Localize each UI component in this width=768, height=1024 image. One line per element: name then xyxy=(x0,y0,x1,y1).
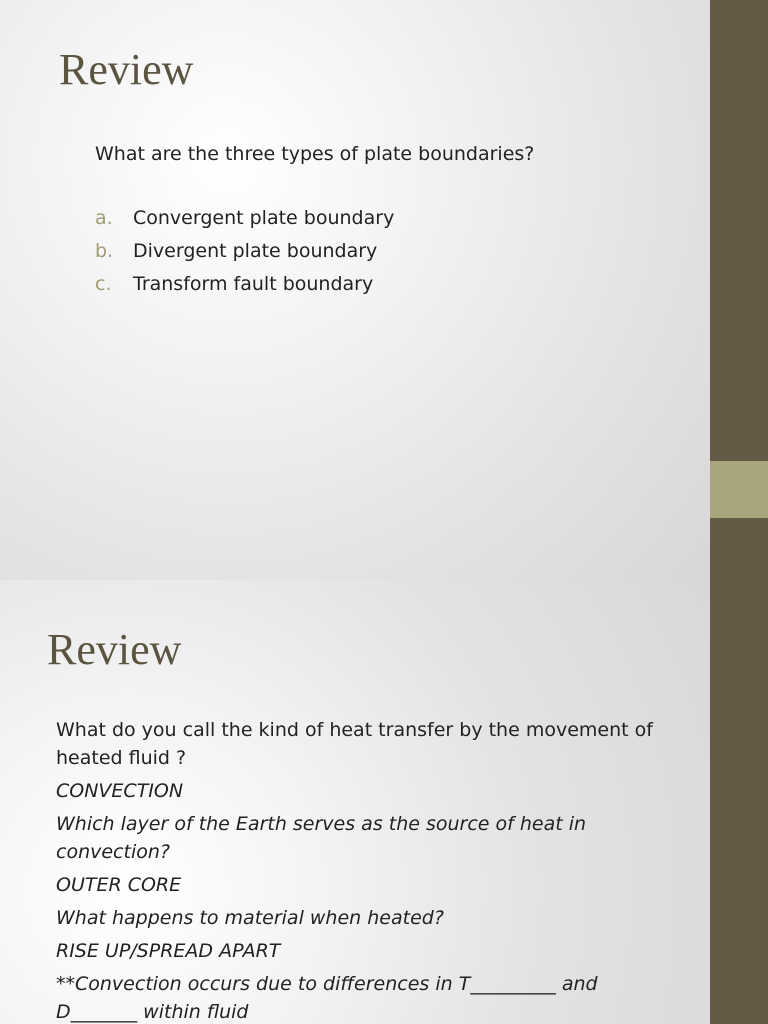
answer-marker-a: a. xyxy=(95,207,113,229)
answer-marker-b: b. xyxy=(95,240,114,262)
convection-note: **Convection occurs due to differences in T_________ and D_______ within fluid xyxy=(56,973,598,1023)
answer-convection: CONVECTION xyxy=(56,780,184,802)
answer-text-c: Transform fault boundary xyxy=(133,273,374,295)
answer-outer-core: OUTER CORE xyxy=(56,874,182,896)
answer-marker-c: c. xyxy=(95,273,112,295)
slide-1-question: What are the three types of plate boundaries? xyxy=(95,143,535,165)
answer-item-b xyxy=(95,238,394,271)
answer-rise-up: RISE UP/SPREAD APART xyxy=(56,940,281,962)
question-heat-transfer: What do you call the kind of heat transfer by the movement of heated fluid ? xyxy=(56,719,653,769)
sidebar-bar xyxy=(710,0,768,1024)
answer-list xyxy=(95,205,394,304)
answer-item-c xyxy=(95,271,394,304)
slide-2 xyxy=(0,580,710,1024)
answer-text-a: Convergent plate boundary xyxy=(133,207,395,229)
slide-2-title: Review xyxy=(47,625,182,674)
slide-1-title: Review xyxy=(59,45,194,94)
answer-item-a xyxy=(95,205,394,238)
question-heat-source-layer: Which layer of the Earth serves as the source of heat in convection? xyxy=(56,813,587,863)
question-material-heated: What happens to material when heated? xyxy=(56,907,444,929)
sidebar-accent xyxy=(710,461,768,518)
slide-2-body xyxy=(56,716,656,1024)
answer-text-b: Divergent plate boundary xyxy=(133,240,378,262)
